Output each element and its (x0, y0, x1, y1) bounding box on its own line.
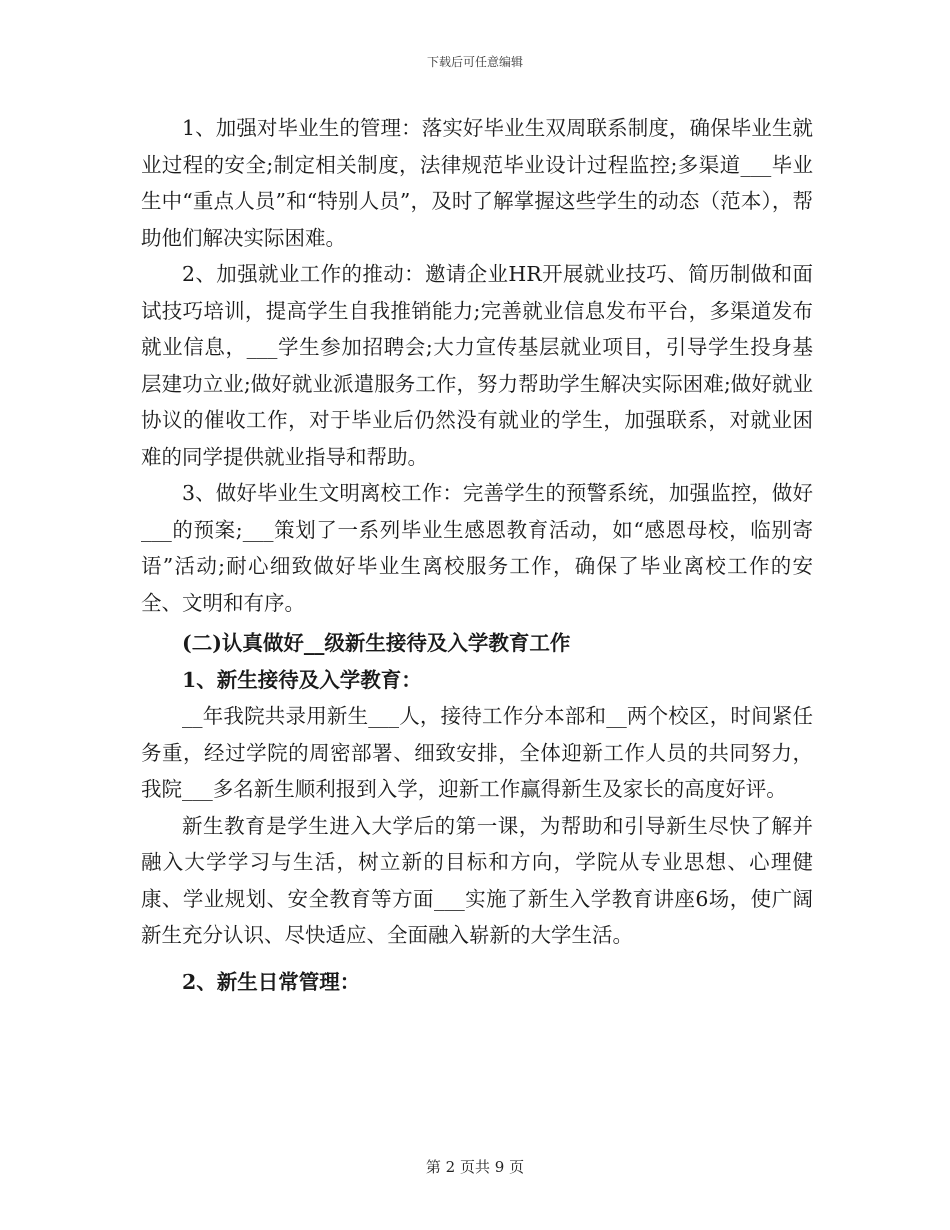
document-body (141, 110, 813, 1000)
paragraph-enrollment: __年我院共录用新生___人，接待工作分本部和__两个校区，时间紧任务重，经过学院的周密部署、细致安排，全体迎新工作人员的共同努力，我院___多名新生顺利报到入学，迎新工作赢得新生及家长的高度好评。 (141, 704, 813, 801)
page-footer: 第 2 页共 9 页 (425, 1158, 525, 1176)
section-heading-freshmen: (二)认真做好__级新生接待及入学教育工作 (182, 631, 571, 655)
paragraph-graduate-departure: 3、做好毕业生文明离校工作：完善学生的预警系统，加强监控，做好___的预案;___策划了一系列毕业生感恩教育活动，如“感恩母校，临别寄语”活动;耐心细致做好毕业生离校服务工作，确保了毕业离校工作的安全、文明和有序。 (141, 481, 813, 615)
subheading-reception: 1、新生接待及入学教育： (182, 667, 422, 692)
page-header: 下载后可任意编辑 (426, 55, 523, 69)
paragraph-graduate-management: 1、加强对毕业生的管理：落实好毕业生双周联系制度，确保毕业生就业过程的安全;制定相关制度，法律规范毕业设计过程监控;多渠道___毕业生中“重点人员”和“特别人员”，及时了解掌握这些学生的动态（范本），帮助他们解决实际困难。 (141, 116, 813, 250)
paragraph-employment-promotion: 2、加强就业工作的推动：邀请企业HR开展就业技巧、简历制做和面试技巧培训，提高学生自我推销能力;完善就业信息发布平台，多渠道发布就业信息，___学生参加招聘会;大力宣传基层就业项目，引导学生投身基层建功立业;做好就业派遣服务工作，努力帮助学生解决实际困难;做好就业协议的催收工作，对于毕业后仍然没有就业的学生，加强联系，对就业困难的同学提供就业指导和帮助。 (141, 262, 813, 469)
subheading-daily-management: 2、新生日常管理： (182, 969, 361, 994)
paragraph-orientation: 新生教育是学生进入大学后的第一课，为帮助和引导新生尽快了解并融入大学学习与生活，树立新的目标和方向，学院从专业思想、心理健康、学业规划、安全教育等方面___实施了新生入学教育讲座6场，使广阔新生充分认识、尽快适应、全面融入崭新的大学生活。 (141, 813, 813, 947)
